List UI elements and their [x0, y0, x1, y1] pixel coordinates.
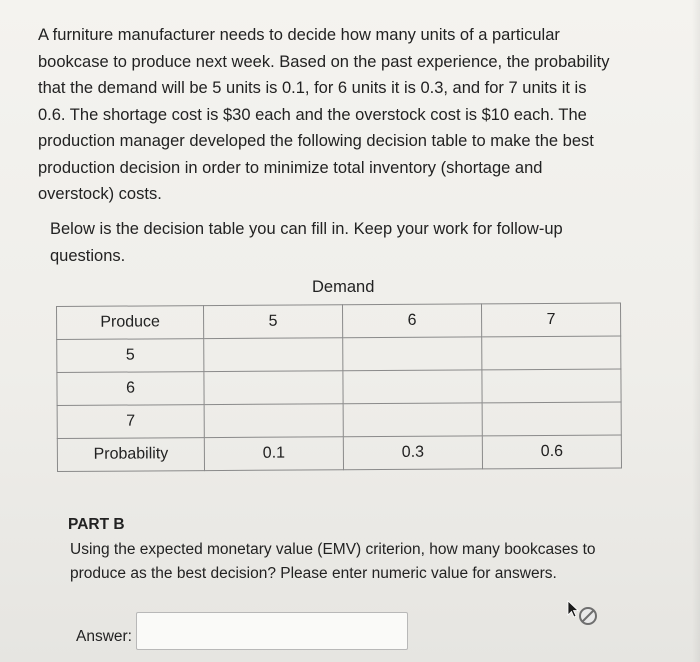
answer-label: Answer: [76, 628, 132, 645]
table-row [57, 369, 621, 405]
answer-input[interactable] [136, 612, 408, 650]
part-b-line: Using the expected monetary value (EMV) criterion, how many bookcases to [70, 541, 596, 558]
intro-line: production manager developed the following decision table to make the best [38, 132, 594, 150]
row-label-produce-7: 7 [57, 405, 204, 439]
intro-line: bookcase to produce next week. Based on the past experience, the probability [38, 52, 610, 71]
demand-label: Demand [312, 278, 375, 296]
not-allowed-cursor-icon [566, 598, 600, 628]
decision-table [56, 303, 622, 472]
row-label-produce-6: 6 [57, 372, 204, 406]
table-cell[interactable] [343, 370, 482, 404]
header-cell-demand-7: 7 [481, 303, 620, 337]
probability-cell: 0.6 [482, 435, 621, 469]
table-cell[interactable] [482, 369, 621, 403]
table-cell[interactable] [482, 402, 621, 436]
intro-line: overstock) costs. [38, 185, 162, 203]
table-cell[interactable] [343, 403, 482, 437]
intro-line: production decision in order to minimize total inventory (shortage and [38, 158, 543, 177]
instruction-line: Below is the decision table you can fill in. Keep your work for follow-up [50, 220, 563, 238]
intro-line: 0.6. The shortage cost is $30 each and the overstock cost is $10 each. The [38, 105, 587, 124]
part-b-line: produce as the best decision? Please enter numeric value for answers. [70, 565, 557, 582]
probability-row [57, 435, 621, 471]
probability-cell: 0.3 [343, 436, 482, 470]
table-instructions [50, 216, 610, 270]
probability-cell: 0.1 [204, 437, 343, 471]
row-label-produce-5: 5 [57, 339, 204, 373]
header-cell-demand-5: 5 [204, 305, 343, 339]
page-edge-shadow [692, 0, 700, 662]
table-row [57, 402, 621, 438]
table-header-row [57, 303, 621, 339]
table-cell[interactable] [482, 336, 621, 370]
table-cell[interactable] [204, 404, 343, 438]
header-cell-demand-6: 6 [342, 304, 481, 338]
part-b-question [70, 538, 630, 586]
intro-line: A furniture manufacturer needs to decide how many units of a particular [38, 26, 560, 44]
part-b-title: PART B [68, 516, 125, 533]
table-row [57, 336, 621, 372]
intro-line: that the demand will be 5 units is 0.1, for 6 units it is 0.3, and for 7 units it is [38, 79, 587, 97]
table-cell[interactable] [343, 337, 482, 371]
row-label-probability: Probability [57, 438, 204, 472]
table-cell[interactable] [204, 371, 343, 405]
header-cell-produce: Produce [57, 306, 204, 340]
question-intro [38, 22, 638, 208]
table-cell[interactable] [204, 338, 343, 372]
instruction-line: questions. [50, 247, 126, 265]
